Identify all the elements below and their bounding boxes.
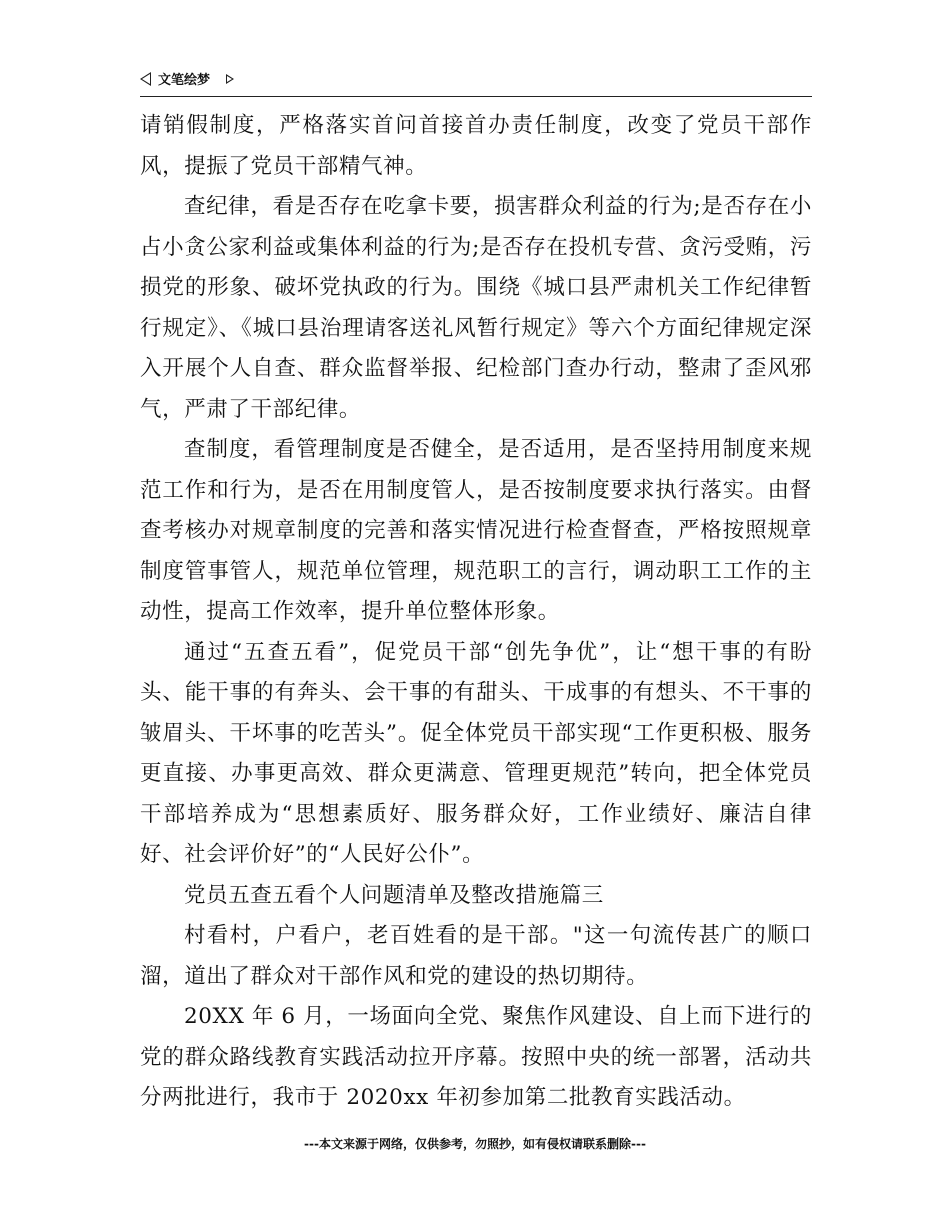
page-header (140, 70, 812, 97)
paragraph-saying: 村看村，户看户，老百姓看的是干部。"这一句流传甚广的顺口溜，道出了群众对干部作风和党的建设的热切期待。 (140, 923, 812, 989)
header-brand: 文笔绘梦 (158, 73, 211, 88)
section-heading: 党员五查五看个人问题清单及整改措施篇三 (184, 882, 604, 908)
paragraph-five-checks: 通过“五查五看”，促党员干部“创先争优”，让“想干事的有盼头、能干事的有奔头、会干事的有甜头、干成事的有想头、不干事的皱眉头、干坏事的吃苦头”。促全体党员干部实现“工作更积极、服务更直接、办事更高效、群众更满意、管理更规范”转向，把全体党员干部培养成为“思想素质好、服务群众好，工作业绩好、廉洁自律好、社会评价好”的“人民好公仆”。 (140, 639, 812, 867)
paragraph-campaign: 20XX 年 6 月，一场面向全党、聚焦作风建设、自上而下进行的党的群众路线教育实践活动拉开序幕。按照中央的统一部署，活动共分两批进行，我市于 2020xx 年初参加第二批教育实践活动。 (140, 1004, 812, 1110)
document-body (140, 106, 812, 1119)
left-triangle-icon (140, 72, 151, 86)
paragraph-continuation: 请销假制度，严格落实首问首接首办责任制度，改变了党员干部作风，提振了党员干部精气神。 (140, 113, 812, 179)
right-triangle-icon (226, 74, 234, 84)
paragraph-system: 查制度，看管理制度是否健全，是否适用，是否坚持用制度来规范工作和行为，是否在用制度管人，是否按制度要求执行落实。由督查考核办对规章制度的完善和落实情况进行检查督查，严格按照规章制度管事管人，规范单位管理，规范职工的言行，调动职工工作的主动性，提高工作效率，提升单位整体形象。 (140, 437, 812, 624)
paragraph-discipline: 查纪律，看是否存在吃拿卡要，损害群众利益的行为;是否存在小占小贪公家利益或集体利益的行为;是否存在投机专营、贪污受贿，污损党的形象、破坏党执政的行为。围绕《城口县严肃机关工作纪律暂行规定》、《城口县治理请客送礼风暂行规定》等六个方面纪律规定深入开展个人自查、群众监督举报、纪检部门查办行动，整肃了歪风邪气，严肃了干部纪律。 (140, 194, 812, 422)
footer-disclaimer: ---本文来源于网络，仅供参考，勿照抄，如有侵权请联系删除--- (304, 1137, 646, 1151)
